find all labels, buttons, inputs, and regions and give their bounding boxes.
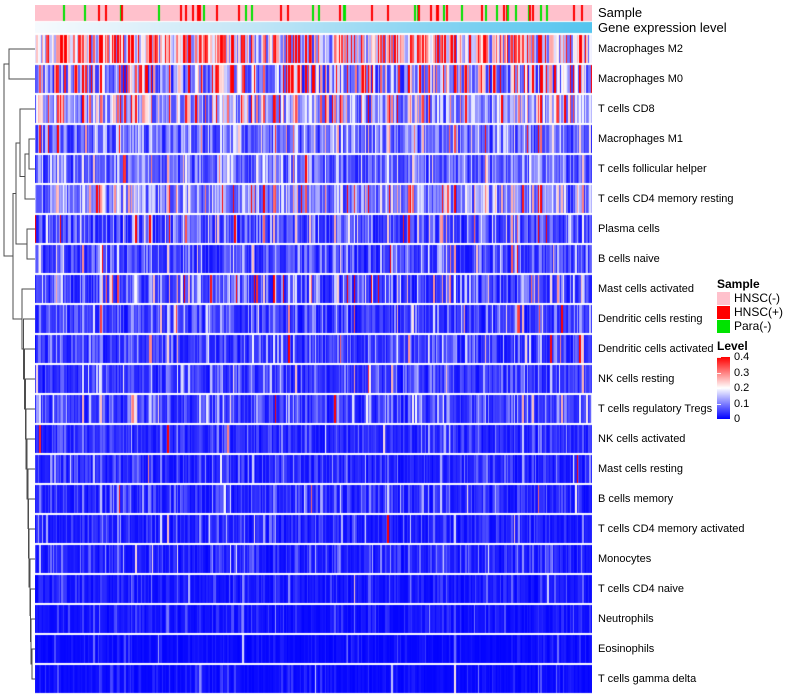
row-label: NK cells resting	[598, 373, 675, 385]
row-label: Macrophages M0	[598, 73, 683, 85]
legend-sample-entries	[717, 291, 799, 333]
legend-entry	[717, 291, 799, 305]
legend-entry	[717, 319, 799, 333]
legend-level-block	[717, 339, 799, 423]
level-tick-label: 0.4	[734, 351, 750, 363]
heatmap-canvas	[35, 5, 592, 695]
row-label: Neutrophils	[598, 613, 654, 625]
level-tick-label: 0.3	[734, 366, 750, 379]
row-label: Macrophages M2	[598, 43, 683, 55]
row-label: B cells memory	[598, 493, 674, 505]
legend-panel	[717, 277, 799, 423]
row-label: Macrophages M1	[598, 133, 683, 145]
legend-entry	[717, 305, 799, 319]
row-label: T cells CD4 naive	[598, 583, 684, 595]
row-label: Dendritic cells activated	[598, 343, 714, 355]
legend-swatch	[717, 292, 730, 305]
row-label: Plasma cells	[598, 223, 660, 235]
legend-swatch	[717, 320, 730, 333]
legend-level-title: Level	[717, 339, 748, 353]
row-label: T cells follicular helper	[598, 163, 707, 175]
legend-entry-label: HNSC(+)	[734, 305, 784, 319]
row-label: Mast cells activated	[598, 283, 694, 295]
row-label: T cells CD4 memory resting	[598, 193, 734, 205]
row-label: B cells naive	[598, 253, 660, 265]
row-label: T cells regulatory Tregs	[598, 403, 713, 415]
sample-annotation-label: Sample	[598, 5, 643, 20]
row-label: Dendritic cells resting	[598, 313, 703, 325]
level-tick-dash	[717, 404, 721, 405]
row-label: T cells CD8	[598, 103, 655, 115]
gene-expression-annotation-label: Gene expression level	[598, 20, 727, 35]
row-label: T cells CD4 memory activated	[598, 523, 745, 535]
legend-entry-label: HNSC(-)	[734, 291, 780, 305]
level-tick-dash	[717, 388, 721, 389]
row-label: T cells gamma delta	[598, 673, 697, 685]
level-tick-label: 0.1	[734, 397, 750, 410]
row-label: Monocytes	[598, 553, 652, 565]
row-label: Eosinophils	[598, 643, 655, 655]
level-tick-label: 0.2	[734, 382, 750, 394]
level-tick-dash	[717, 357, 721, 358]
row-label: NK cells activated	[598, 433, 686, 445]
legend-swatch	[717, 306, 730, 319]
row-label: Mast cells resting	[598, 463, 683, 475]
level-tick-dash	[717, 373, 721, 374]
legend-sample-title: Sample	[717, 277, 760, 291]
level-tick-dash	[717, 419, 721, 420]
level-tick-label: 0	[734, 413, 741, 425]
level-gradient-wrap	[717, 351, 799, 425]
row-dendrogram	[0, 0, 40, 700]
legend-entry-label: Para(-)	[734, 319, 772, 333]
